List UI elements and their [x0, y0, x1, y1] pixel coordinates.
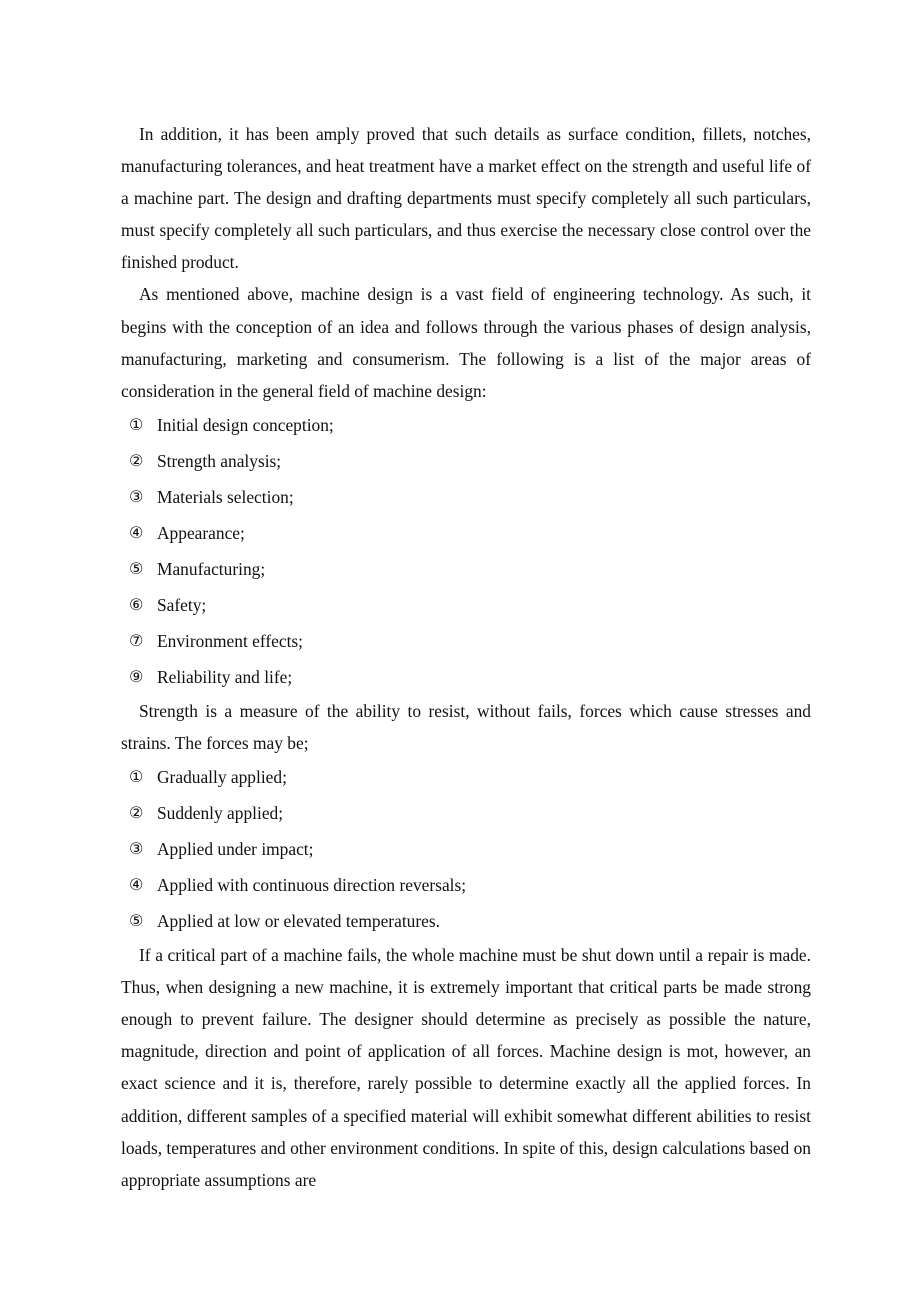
list-item-text: Safety;: [157, 594, 207, 615]
list-marker: ⑨: [129, 666, 144, 686]
list-item: [121, 623, 811, 659]
force-types-list: [121, 759, 811, 939]
list-marker: ②: [129, 450, 144, 470]
list-item-text: Gradually applied;: [157, 767, 287, 788]
list-item-text: Applied with continuous direction reversals;: [157, 875, 467, 896]
list-item: [121, 443, 811, 479]
paragraph-critical-part-failure: If a critical part of a machine fails, the whole machine must be shut down until a repair is made. Thus, when designing a new machine, it is extremely important that critical parts be made strong enough to prevent failure. The designer should determine as precisely as possible the nature, magnitude, direction and point of application of all forces. Machine design is mot, however, an exact science and it is, therefore, rarely possible to determine exactly all the applied forces. In addition, different samples of a specified material will exhibit somewhat different abilities to resist loads, temperatures and other environment conditions. In spite of this, design calculations based on appropriate assumptions are: [121, 945, 811, 1190]
list-marker: ④: [129, 522, 144, 542]
list-item: [121, 759, 811, 795]
paragraph-surface-details: In addition, it has been amply proved that such details as surface condition, fillets, notches, manufacturing tolerances, and heat treatment have a market effect on the strength and useful life of a machine part. The design and drafting departments must specify completely all such particulars, must specify completely all such particulars, and thus exercise the necessary close control over the finished product.: [121, 124, 811, 273]
list-item: [121, 551, 811, 587]
list-item-text: Manufacturing;: [157, 558, 266, 579]
list-item-text: Appearance;: [157, 522, 245, 543]
list-item: [121, 479, 811, 515]
list-marker: ③: [129, 839, 144, 859]
list-item: [121, 587, 811, 623]
list-item: [121, 903, 811, 939]
list-item-text: Applied at low or elevated temperatures.: [157, 911, 440, 932]
design-areas-list: [121, 407, 811, 695]
list-item: [121, 659, 811, 695]
list-marker: ⑥: [129, 594, 144, 614]
list-marker: ②: [129, 803, 144, 823]
list-item-text: Applied under impact;: [157, 839, 314, 860]
document-page: [121, 118, 811, 1196]
list-item-text: Strength analysis;: [157, 450, 282, 471]
list-marker: ①: [129, 414, 144, 434]
list-marker: ③: [129, 486, 144, 506]
paragraph-machine-design-field: As mentioned above, machine design is a vast field of engineering technology. As such, it begins with the conception of an idea and follows through the various phases of design analysis, manufacturing, marketing and consumerism. The following is a list of the major areas of consideration in the general field of machine design:: [121, 284, 811, 401]
list-marker: ⑤: [129, 558, 144, 578]
list-marker: ④: [129, 875, 144, 895]
list-item-text: Materials selection;: [157, 486, 294, 507]
list-item: [121, 831, 811, 867]
list-item: [121, 867, 811, 903]
list-item-text: Environment effects;: [157, 630, 304, 651]
list-marker: ⑤: [129, 911, 144, 931]
list-item-text: Suddenly applied;: [157, 803, 284, 824]
paragraph-strength-definition: Strength is a measure of the ability to resist, without fails, forces which cause stresses and strains. The forces may be;: [121, 700, 811, 753]
list-item-text: Reliability and life;: [157, 666, 293, 687]
list-item: [121, 795, 811, 831]
list-marker: ①: [129, 767, 144, 787]
list-item: [121, 407, 811, 443]
list-marker: ⑦: [129, 630, 144, 650]
list-item-text: Initial design conception;: [157, 414, 334, 435]
list-item: [121, 515, 811, 551]
